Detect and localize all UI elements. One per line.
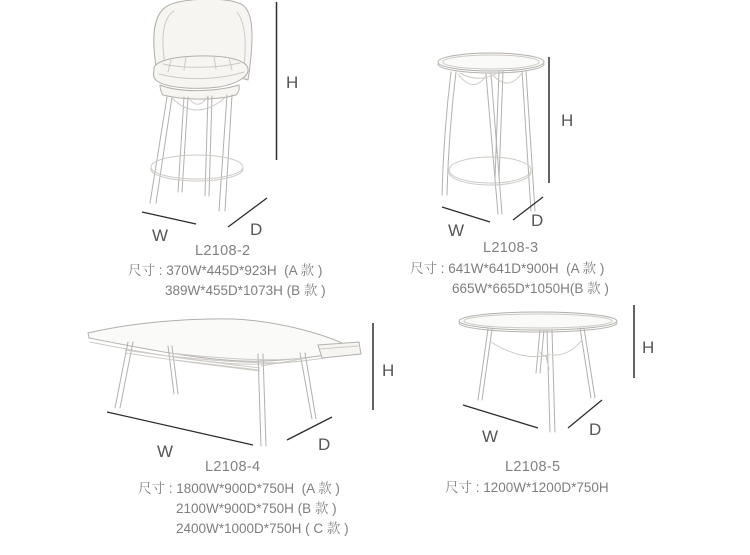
spec-line: 2100W*900D*750H (B 款 ) (176, 501, 337, 516)
product-specs (445, 478, 609, 498)
width-label: W (482, 427, 499, 446)
spec-line: 2400W*1000D*750H ( C 款 ) (176, 521, 349, 536)
spec-prefix: 尺寸 : (410, 261, 449, 276)
depth-label: D (250, 220, 263, 239)
width-label: W (152, 226, 169, 245)
round-table-drawing (428, 295, 658, 447)
width-dimension-line (463, 405, 538, 428)
spec-value: 370W*445D*923H (A 款 ) (166, 263, 323, 278)
spec-line (445, 478, 609, 498)
spec-value: 1200W*1200D*750H (483, 480, 609, 495)
spec-value: 641W*641D*900H (A 款 ) (448, 261, 605, 276)
depth-label: D (318, 435, 331, 454)
product-model: L2108-2 (195, 243, 251, 259)
product-model: L2108-4 (205, 459, 261, 475)
depth-label: D (531, 211, 544, 230)
product-model: L2108-3 (483, 240, 539, 256)
width-label: W (157, 442, 174, 461)
spec-prefix: 尺寸 : (128, 263, 167, 278)
spec-prefix: 尺寸 : (445, 480, 484, 495)
spec-line: 665W*665D*1050H(B 款 ) (452, 281, 609, 296)
round-table-sketch (459, 312, 617, 432)
height-label: H (382, 361, 395, 380)
height-label: H (561, 111, 574, 130)
width-label: W (448, 221, 465, 240)
spec-value: 1800W*900D*750H (A 款 ) (176, 481, 340, 496)
height-label: H (286, 73, 299, 92)
depth-label: D (589, 420, 602, 439)
product-model: L2108-5 (505, 459, 561, 475)
spec-line: 389W*455D*1073H (B 款 ) (165, 283, 326, 298)
spec-prefix: 尺寸 : (138, 481, 177, 496)
height-label: H (642, 338, 655, 357)
